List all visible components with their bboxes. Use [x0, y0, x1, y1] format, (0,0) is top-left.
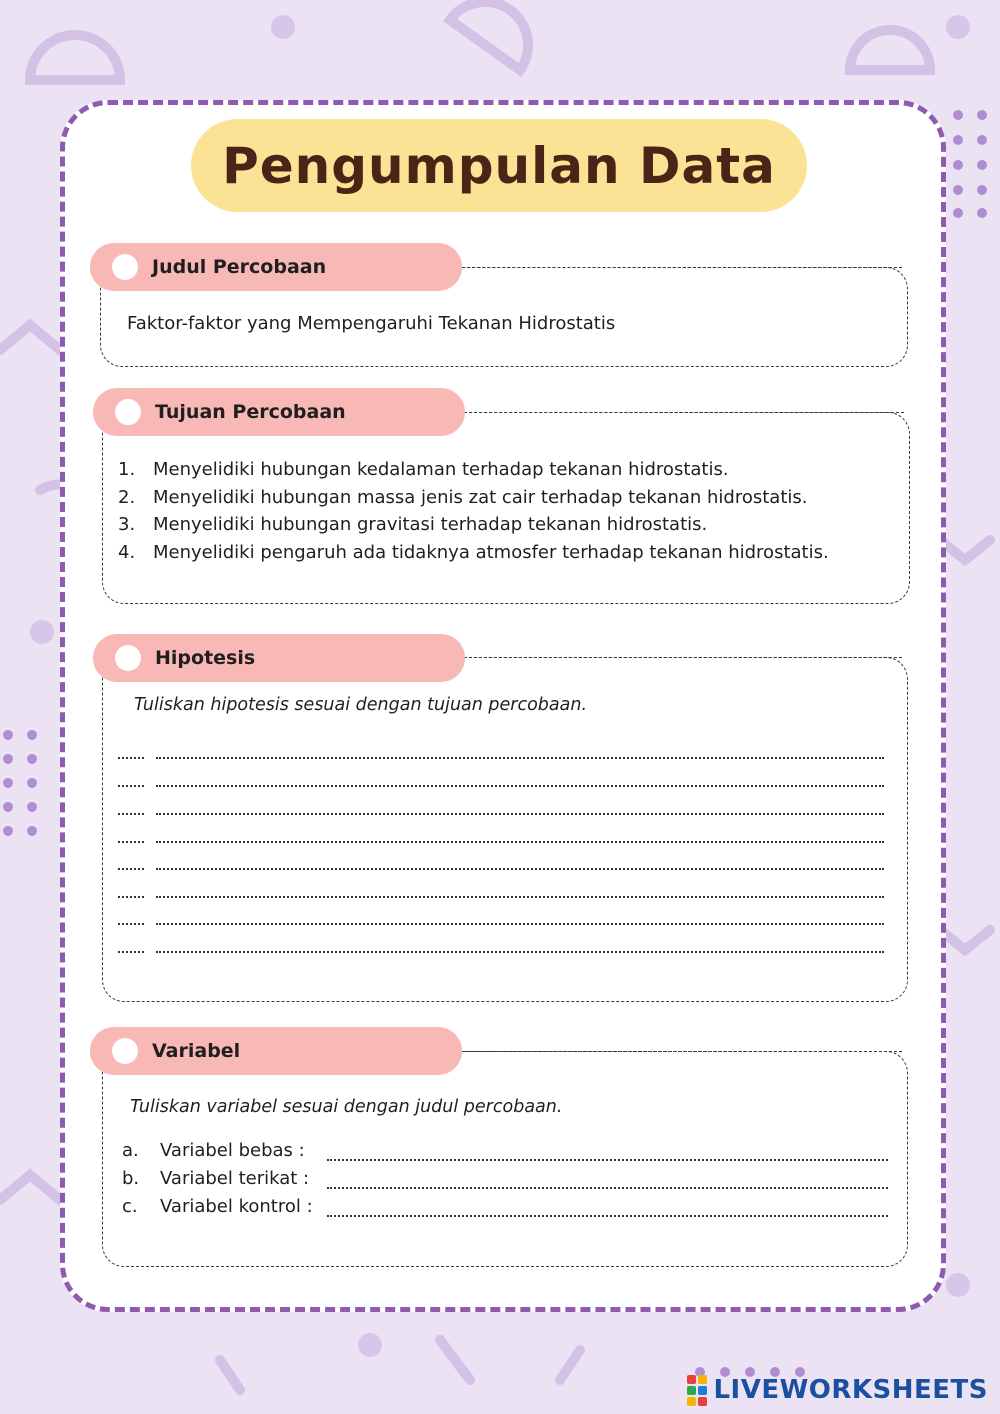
hypothesis-answer-line[interactable]	[118, 769, 884, 789]
hypothesis-answer-line[interactable]	[118, 880, 884, 900]
variable-row: b. Variabel terikat :	[122, 1168, 888, 1194]
hipotesis-header	[93, 634, 465, 682]
hipotesis-bullet-icon	[115, 645, 141, 671]
hypothesis-answer-line[interactable]	[118, 935, 884, 955]
judul-content: Faktor-faktor yang Mempengaruhi Tekanan Hidrostatis	[127, 313, 616, 334]
judul-label: Judul Percobaan	[152, 256, 327, 278]
tujuan-label: Tujuan Percobaan	[155, 401, 346, 423]
footer-brand	[687, 1372, 988, 1408]
hipotesis-instruction: Tuliskan hipotesis sesuai dengan tujuan percobaan.	[134, 695, 588, 715]
variable-row: a. Variabel bebas :	[122, 1140, 888, 1166]
hipotesis-leader	[464, 657, 902, 658]
variable-answer-field[interactable]	[327, 1159, 888, 1161]
judul-header	[90, 243, 462, 291]
brand-name: LIVEWORKSHEETS	[713, 1375, 988, 1405]
hipotesis-label: Hipotesis	[155, 647, 256, 669]
hypothesis-answer-line[interactable]	[118, 852, 884, 872]
variabel-bullet-icon	[112, 1038, 138, 1064]
tujuan-leader	[464, 412, 904, 413]
hypothesis-answer-line[interactable]	[118, 741, 884, 761]
variabel-leader	[462, 1051, 902, 1052]
hypothesis-answer-line[interactable]	[118, 825, 884, 845]
variabel-header	[90, 1027, 462, 1075]
judul-leader	[462, 267, 902, 268]
tujuan-box	[102, 412, 910, 604]
tujuan-bullet-icon	[115, 399, 141, 425]
variabel-instruction: Tuliskan variabel sesuai dengan judul percobaan.	[130, 1097, 563, 1117]
variable-row: c. Variabel kontrol :	[122, 1196, 888, 1222]
tujuan-header	[93, 388, 465, 436]
hypothesis-answer-line[interactable]	[118, 797, 884, 817]
variable-answer-field[interactable]	[327, 1215, 888, 1217]
variable-answer-field[interactable]	[327, 1187, 888, 1189]
title-banner	[191, 119, 807, 212]
judul-bullet-icon	[112, 254, 138, 280]
liveworksheets-logo-icon	[687, 1375, 707, 1406]
hypothesis-answer-line[interactable]	[118, 907, 884, 927]
page-title: Pengumpulan Data	[222, 136, 776, 195]
variabel-label: Variabel	[152, 1040, 241, 1062]
